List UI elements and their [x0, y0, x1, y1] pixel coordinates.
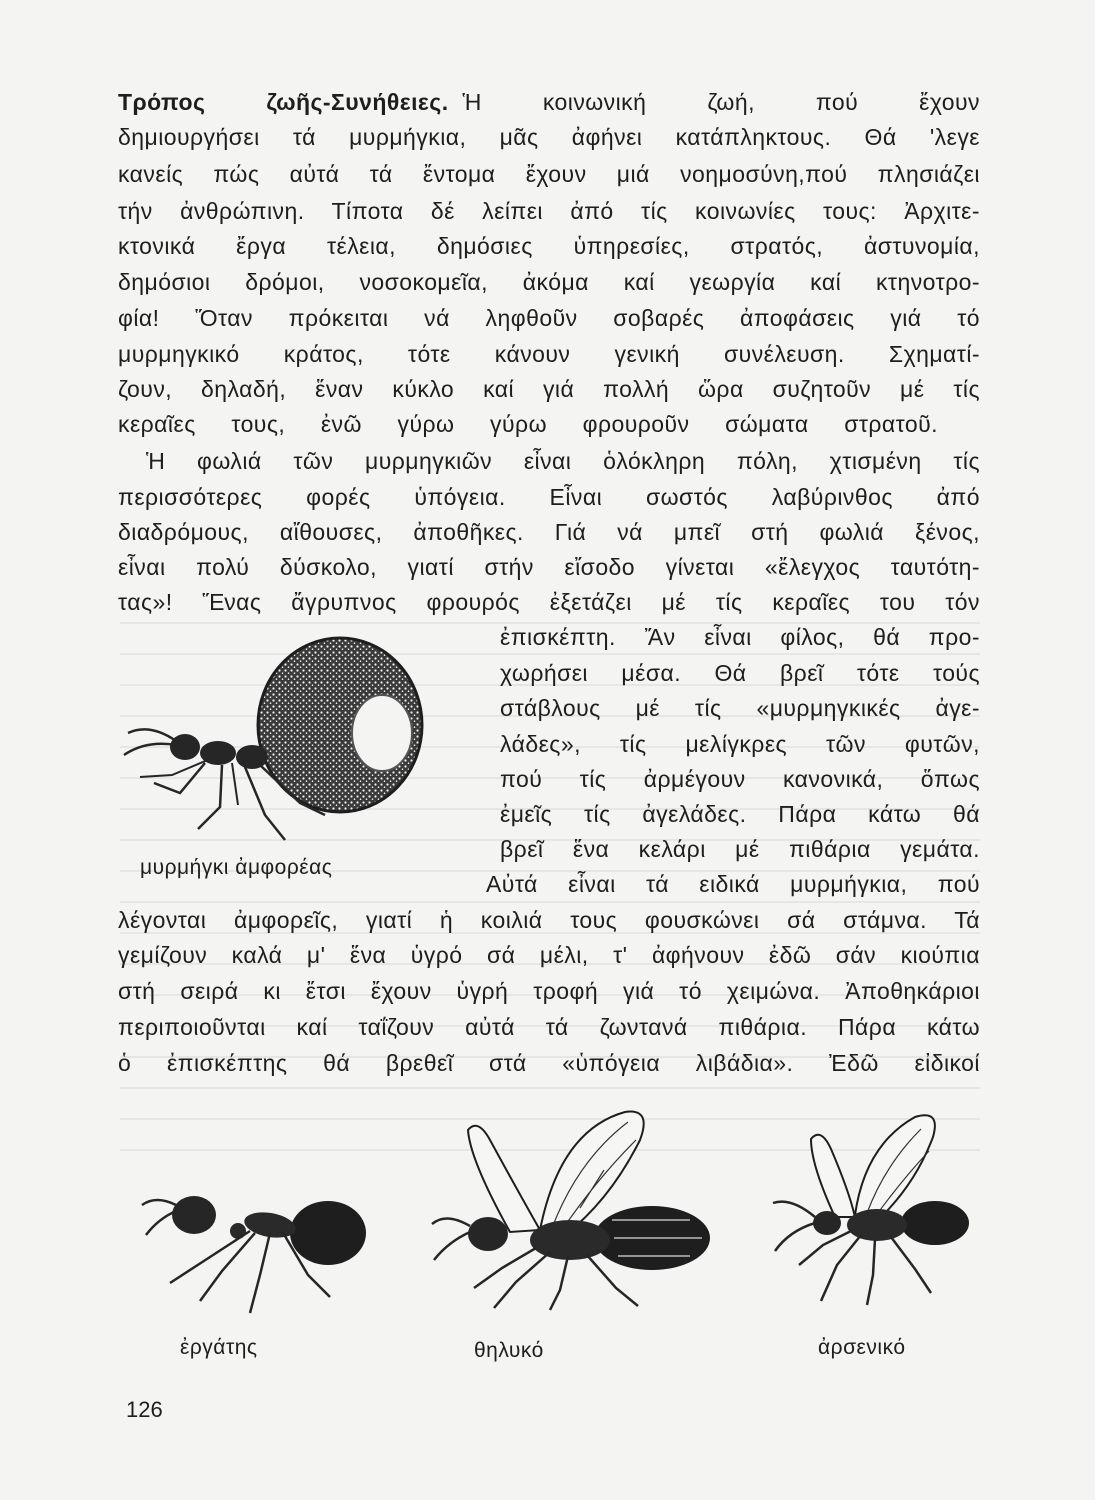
text-line-3: κανείς πώς αὐτά τά ἔντομα ἔχουν μιά νοημοσύνη,πού πλησιάζει: [118, 161, 980, 187]
female-ant-illustration: [390, 1100, 720, 1315]
text-line-17: χωρήσει μέσα. Θά βρεῖ τότε τούς: [500, 660, 980, 686]
section-heading: Τρόπος ζωῆς-Συνήθειες.: [118, 89, 449, 115]
female-ant-caption: θηλυκό: [474, 1339, 544, 1362]
male-ant-illustration: [745, 1105, 985, 1320]
text-line-1: Τρόπος ζωῆς-Συνήθειες. Ἡ κοινωνική ζωή, πού ἔχουν: [118, 89, 980, 115]
amphora-ant-caption: μυρμήγκι ἀμφορέας: [140, 856, 333, 879]
text-line-24: λέγονται ἀμφορεῖς, γιατί ἡ κοιλιά τους φουσκώνει σά στάμνα. Τά: [118, 907, 980, 933]
text-line-16: ἐπισκέπτη. Ἄν εἶναι φίλος, θά προ-: [500, 624, 980, 650]
text-line-18: στάβλους μέ τίς «μυρμηγκικές ἀγε-: [500, 695, 980, 721]
male-ant-caption: ἀρσενικό: [818, 1336, 906, 1359]
amphora-ant-illustration: [110, 615, 445, 860]
text-line-5: κτονικά ἔργα τέλεια, δημόσιες ὑπηρεσίες, στρατός, ἀστυνομία,: [118, 233, 980, 259]
text-line-20: πού τίς ἀρμέγουν κανονικά, ὅπως: [500, 766, 980, 792]
worker-ant-caption: ἐργάτης: [180, 1336, 258, 1359]
text-line-14: εἶναι πολύ δύσκολο, γιατί στήν εἴσοδο γίνεται «ἔλεγχος ταυτότη-: [118, 554, 980, 580]
text-line-15: τας»! Ἕνας ἄγρυπνος φρουρός ἐξετάζει μέ τίς κεραῖες του τόν: [118, 589, 980, 615]
text-line-13: διαδρόμους, αἴθουσες, ἀποθῆκες. Γιά νά μπεῖ στή φωλιά ξένος,: [118, 519, 980, 545]
text-line-7: φία! Ὅταν πρόκειται νά ληφθοῦν σοβαρές ἀποφάσεις γιά τό: [118, 305, 980, 331]
text-line-6: δημόσιοι δρόμοι, νοσοκομεῖα, ἀκόμα καί γεωργία καί κτηνοτρο-: [118, 269, 980, 295]
text-line-4: τήν ἀνθρώπινη. Τίποτα δέ λείπει ἀπό τίς κοινωνίες τους: Ἀρχιτε-: [118, 198, 980, 224]
text-line-27: περιποιοῦνται καί ταΐζουν αὐτά τά ζωντανά πιθάρια. Πάρα κάτω: [118, 1014, 980, 1040]
text-line-26: στή σειρά κι ἔτσι ἔχουν ὑγρή τροφή γιά τό χειμώνα. Ἀποθηκάριοι: [118, 978, 980, 1004]
page-number: 126: [126, 1397, 163, 1422]
text-line-12: περισσότερες φορές ὑπόγεια. Εἶναι σωστός λαβύρινθος ἀπό: [118, 484, 980, 510]
text-line-21: ἐμεῖς τίς ἀγελάδες. Πάρα κάτω θά: [500, 801, 980, 827]
text-line-8: μυρμηγκικό κράτος, τότε κάνουν γενική συνέλευση. Σχηματί-: [118, 341, 980, 367]
worker-ant-illustration: [130, 1175, 380, 1325]
text-line-19: λάδες», τίς μελίγκρες τῶν φυτῶν,: [500, 731, 980, 757]
text-line-25: γεμίζουν καλά μ' ἕνα ὑγρό σά μέλι, τ' ἀφήνουν ἐδῶ σάν κιούπια: [118, 942, 980, 968]
text-line-2: δημιουργήσει τά μυρμήγκια, μᾶς ἀφήνει κατάπληκτους. Θά 'λεγε: [118, 124, 980, 150]
text-line-28: ὁ ἐπισκέπτης θά βρεθεῖ στά «ὑπόγεια λιβάδια». Ἐδῶ εἰδικοί: [118, 1050, 980, 1076]
text-line-11: Ἡ φωλιά τῶν μυρμηγκιῶν εἶναι ὁλόκληρη πόλη, χτισμένη τίς: [146, 448, 980, 474]
text-line-22: βρεῖ ἕνα κελάρι μέ πιθάρια γεμάτα.: [500, 836, 980, 862]
text-line-10: κεραῖες τους, ἐνῶ γύρω γύρω φρουροῦν σώματα στρατοῦ.: [118, 411, 938, 437]
text-line-9: ζουν, δηλαδή, ἕναν κύκλο καί γιά πολλή ὥρα συζητοῦν μέ τίς: [118, 376, 980, 402]
text-line-23: Αὐτά εἶναι τά ειδικά μυρμήγκια, πού: [486, 871, 980, 897]
